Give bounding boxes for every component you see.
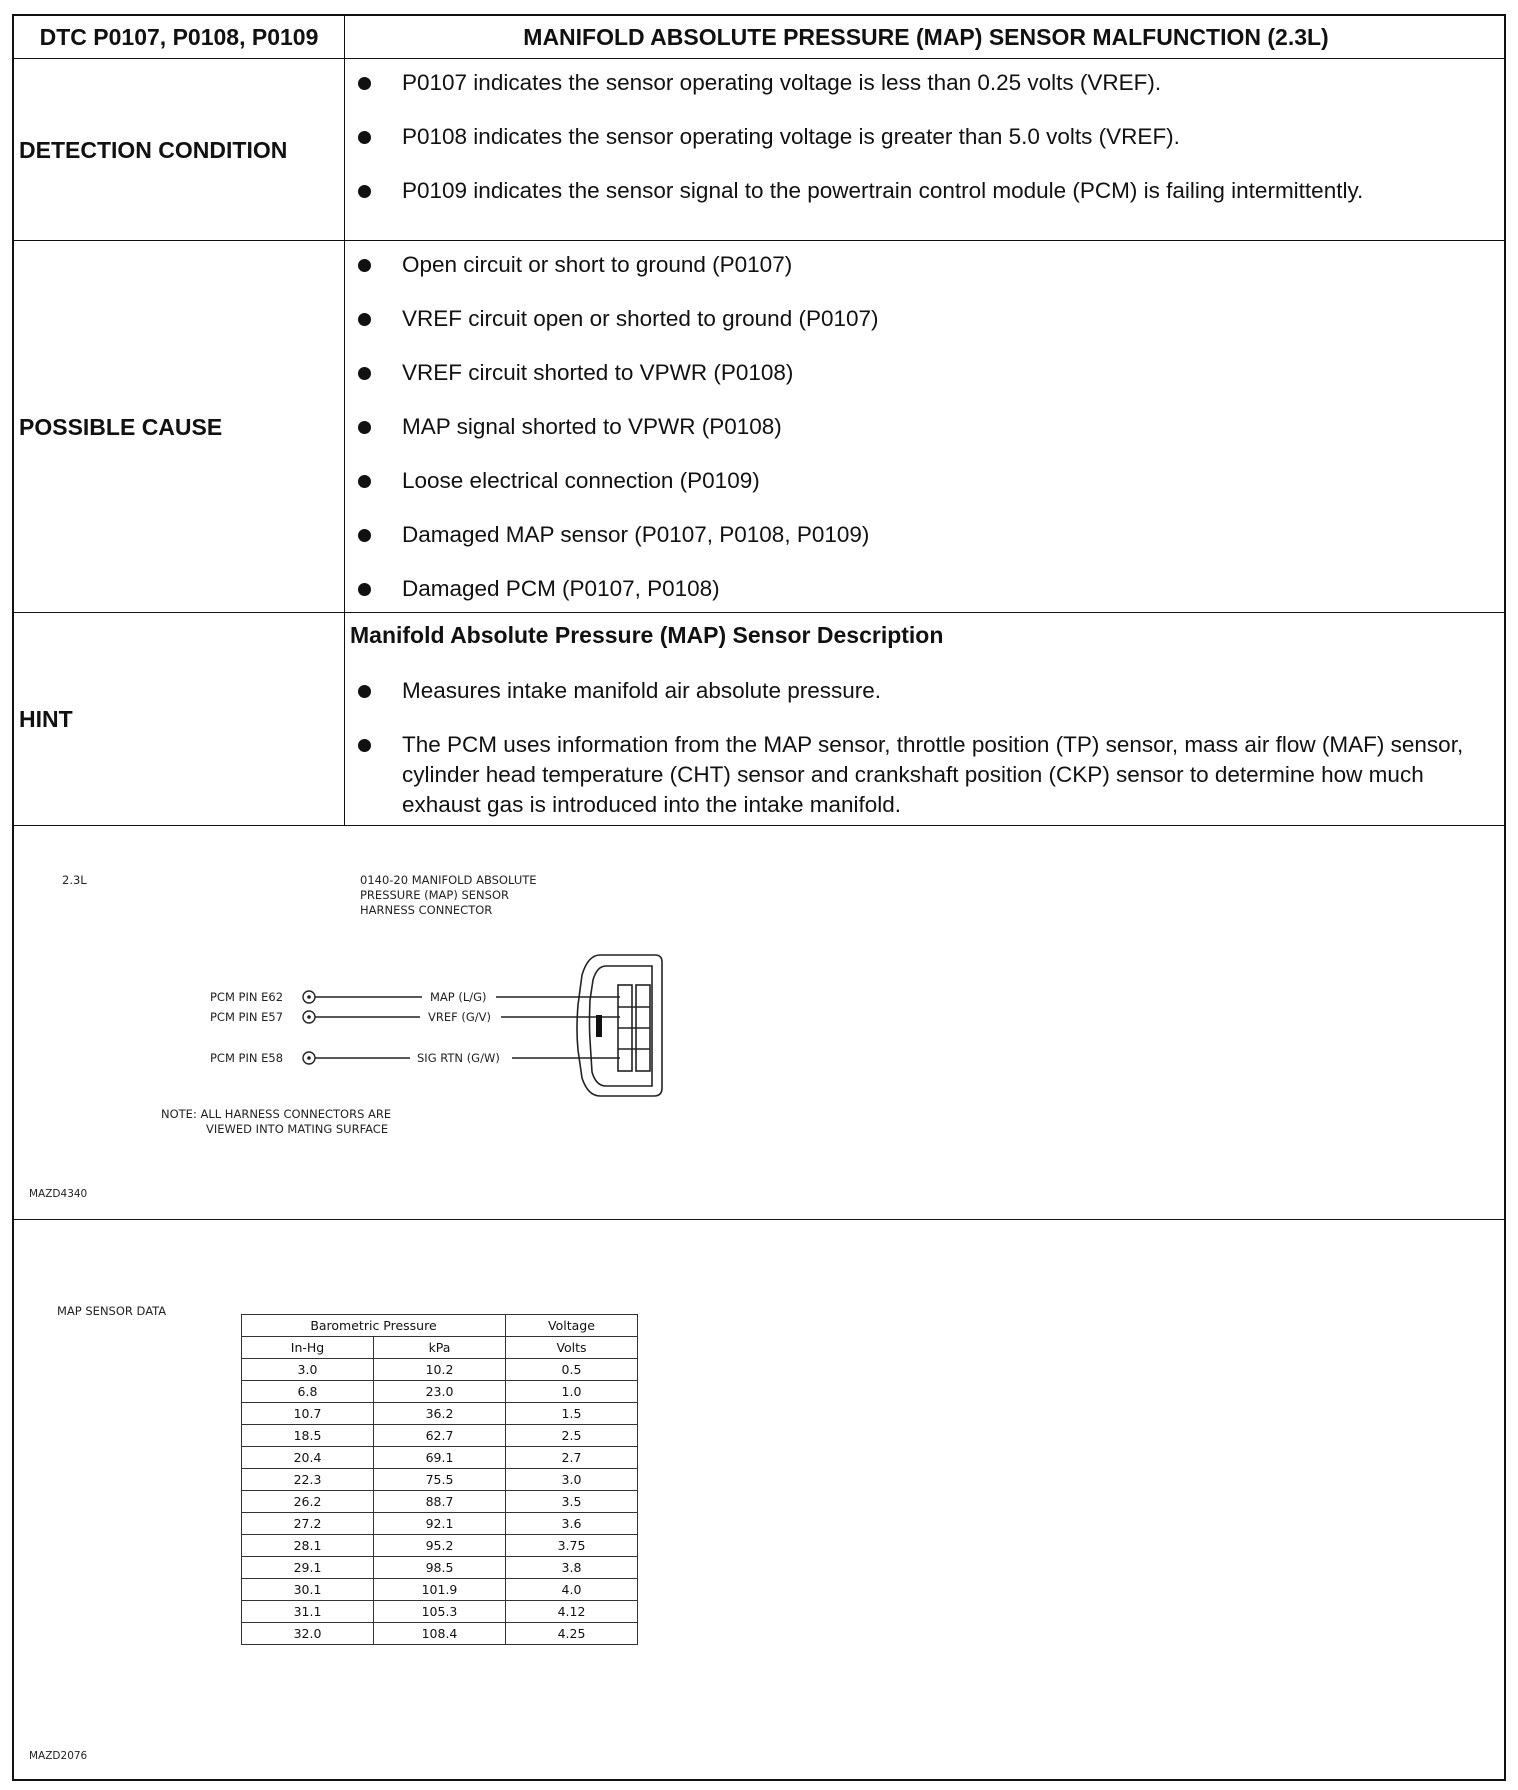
column-header: In-Hg bbox=[242, 1337, 374, 1359]
table-row bbox=[242, 1491, 638, 1513]
table-cell: 36.2 bbox=[374, 1403, 506, 1425]
wire-label: VREF (G/V) bbox=[428, 1010, 492, 1024]
connector-title-line: 0140-20 MANIFOLD ABSOLUTE bbox=[360, 873, 537, 887]
table-header-row bbox=[242, 1337, 638, 1359]
note-line: NOTE: ALL HARNESS CONNECTORS ARE bbox=[161, 1107, 392, 1121]
table-row bbox=[242, 1579, 638, 1601]
table-cell: 18.5 bbox=[242, 1425, 374, 1447]
table-cell: 95.2 bbox=[374, 1535, 506, 1557]
list-item: P0107 indicates the sensor operating voltage is less than 0.25 volts (VREF). bbox=[358, 68, 1488, 98]
table-header-row bbox=[242, 1315, 638, 1337]
table-cell: 69.1 bbox=[374, 1447, 506, 1469]
table-cell: 6.8 bbox=[242, 1381, 374, 1403]
table-cell: 29.1 bbox=[242, 1557, 374, 1579]
list-item: P0109 indicates the sensor signal to the powertrain control module (PCM) is failing intermittently. bbox=[358, 176, 1488, 206]
hint-list bbox=[358, 676, 1488, 820]
table-row bbox=[242, 1403, 638, 1425]
table-row bbox=[242, 1601, 638, 1623]
engine-label: 2.3L bbox=[62, 873, 87, 887]
hint-label: HINT bbox=[19, 706, 73, 732]
list-item: Measures intake manifold air absolute pressure. bbox=[358, 676, 1488, 706]
table-cell: 3.0 bbox=[506, 1469, 638, 1491]
pcm-pin-label: PCM PIN E62 bbox=[210, 990, 284, 1004]
table-cell: 88.7 bbox=[374, 1491, 506, 1513]
table-row bbox=[242, 1623, 638, 1645]
page-frame bbox=[12, 14, 1506, 1781]
wire-label: SIG RTN (G/W) bbox=[417, 1051, 500, 1065]
page-title: MANIFOLD ABSOLUTE PRESSURE (MAP) SENSOR MALFUNCTION (2.3L) bbox=[523, 24, 1329, 50]
table-cell: 30.1 bbox=[242, 1579, 374, 1601]
wire-label: MAP (L/G) bbox=[430, 990, 487, 1004]
connector-title-line: PRESSURE (MAP) SENSOR bbox=[360, 888, 509, 902]
list-item: Damaged MAP sensor (P0107, P0108, P0109) bbox=[358, 520, 1488, 550]
table-cell: 101.9 bbox=[374, 1579, 506, 1601]
list-item: Loose electrical connection (P0109) bbox=[358, 466, 1488, 496]
table-cell: 105.3 bbox=[374, 1601, 506, 1623]
table-cell: 1.0 bbox=[506, 1381, 638, 1403]
table-cell: 0.5 bbox=[506, 1359, 638, 1381]
list-item: Damaged PCM (P0107, P0108) bbox=[358, 574, 1488, 604]
table-cell: 92.1 bbox=[374, 1513, 506, 1535]
table-cell: 75.5 bbox=[374, 1469, 506, 1491]
figure-id: MAZD2076 bbox=[29, 1750, 88, 1762]
bullet-icon bbox=[358, 313, 371, 326]
table-cell: 27.2 bbox=[242, 1513, 374, 1535]
column-group-header: Voltage bbox=[506, 1315, 638, 1337]
table-row bbox=[242, 1359, 638, 1381]
list-item: VREF circuit open or shorted to ground (P0107) bbox=[358, 304, 1488, 334]
table-row bbox=[242, 1425, 638, 1447]
hint-title: Manifold Absolute Pressure (MAP) Sensor Description bbox=[350, 622, 944, 648]
list-item: The PCM uses information from the MAP sensor, throttle position (TP) sensor, mass air flow (MAF) sensor, cylinder head temperature (CHT) sensor and crankshaft position (CKP) sensor to determine how much exhaust gas is introduced into the intake manifold. bbox=[358, 730, 1488, 820]
table-cell: 4.25 bbox=[506, 1623, 638, 1645]
bullet-icon bbox=[358, 685, 371, 698]
table-caption: MAP SENSOR DATA bbox=[57, 1304, 167, 1318]
table-cell: 26.2 bbox=[242, 1491, 374, 1513]
divider bbox=[14, 1219, 1504, 1220]
table-cell: 3.0 bbox=[242, 1359, 374, 1381]
bullet-icon bbox=[358, 77, 371, 90]
note-line: VIEWED INTO MATING SURFACE bbox=[206, 1122, 389, 1136]
table-cell: 22.3 bbox=[242, 1469, 374, 1491]
divider bbox=[14, 240, 1504, 241]
pcm-pin-label: PCM PIN E58 bbox=[210, 1051, 284, 1065]
bullet-icon bbox=[358, 739, 371, 752]
table-cell: 98.5 bbox=[374, 1557, 506, 1579]
table-row bbox=[242, 1535, 638, 1557]
bullet-icon bbox=[358, 529, 371, 542]
table-cell: 10.7 bbox=[242, 1403, 374, 1425]
table-cell: 3.5 bbox=[506, 1491, 638, 1513]
table-cell: 10.2 bbox=[374, 1359, 506, 1381]
dtc-codes: DTC P0107, P0108, P0109 bbox=[39, 24, 319, 50]
table-cell: 2.7 bbox=[506, 1447, 638, 1469]
table-row bbox=[242, 1513, 638, 1535]
table-row bbox=[242, 1557, 638, 1579]
table-cell: 4.0 bbox=[506, 1579, 638, 1601]
table-cell: 62.7 bbox=[374, 1425, 506, 1447]
table-row bbox=[242, 1469, 638, 1491]
table-cell: 23.0 bbox=[374, 1381, 506, 1403]
column-header: Volts bbox=[506, 1337, 638, 1359]
map-sensor-data-table bbox=[241, 1314, 638, 1645]
column-group-header: Barometric Pressure bbox=[242, 1315, 506, 1337]
column-header: kPa bbox=[374, 1337, 506, 1359]
divider bbox=[14, 58, 1504, 59]
table-cell: 20.4 bbox=[242, 1447, 374, 1469]
bullet-icon bbox=[358, 367, 371, 380]
table-row bbox=[242, 1447, 638, 1469]
table-cell: 31.1 bbox=[242, 1601, 374, 1623]
list-item: VREF circuit shorted to VPWR (P0108) bbox=[358, 358, 1488, 388]
table-body bbox=[242, 1359, 638, 1645]
possible-cause-label: POSSIBLE CAUSE bbox=[19, 414, 223, 440]
table-cell: 2.5 bbox=[506, 1425, 638, 1447]
bullet-icon bbox=[358, 583, 371, 596]
pcm-pin-label: PCM PIN E57 bbox=[210, 1010, 284, 1024]
figure-id: MAZD4340 bbox=[29, 1188, 88, 1200]
table-cell: 4.12 bbox=[506, 1601, 638, 1623]
table-cell: 32.0 bbox=[242, 1623, 374, 1645]
bullet-icon bbox=[358, 185, 371, 198]
bullet-icon bbox=[358, 475, 371, 488]
table-row bbox=[242, 1381, 638, 1403]
list-item: MAP signal shorted to VPWR (P0108) bbox=[358, 412, 1488, 442]
list-item: Open circuit or short to ground (P0107) bbox=[358, 250, 1488, 280]
detection-condition-list bbox=[358, 68, 1488, 206]
bullet-icon bbox=[358, 131, 371, 144]
table-cell: 28.1 bbox=[242, 1535, 374, 1557]
table-cell: 3.75 bbox=[506, 1535, 638, 1557]
list-item: P0108 indicates the sensor operating voltage is greater than 5.0 volts (VREF). bbox=[358, 122, 1488, 152]
table-cell: 1.5 bbox=[506, 1403, 638, 1425]
table-cell: 3.8 bbox=[506, 1557, 638, 1579]
bullet-icon bbox=[358, 421, 371, 434]
possible-cause-list bbox=[358, 250, 1488, 604]
divider bbox=[14, 612, 1504, 613]
column-divider bbox=[344, 16, 345, 825]
table-cell: 3.6 bbox=[506, 1513, 638, 1535]
connector-title-line: HARNESS CONNECTOR bbox=[360, 903, 493, 917]
detection-condition-label: DETECTION CONDITION bbox=[19, 137, 288, 163]
divider bbox=[14, 825, 1504, 826]
bullet-icon bbox=[358, 259, 371, 272]
table-cell: 108.4 bbox=[374, 1623, 506, 1645]
